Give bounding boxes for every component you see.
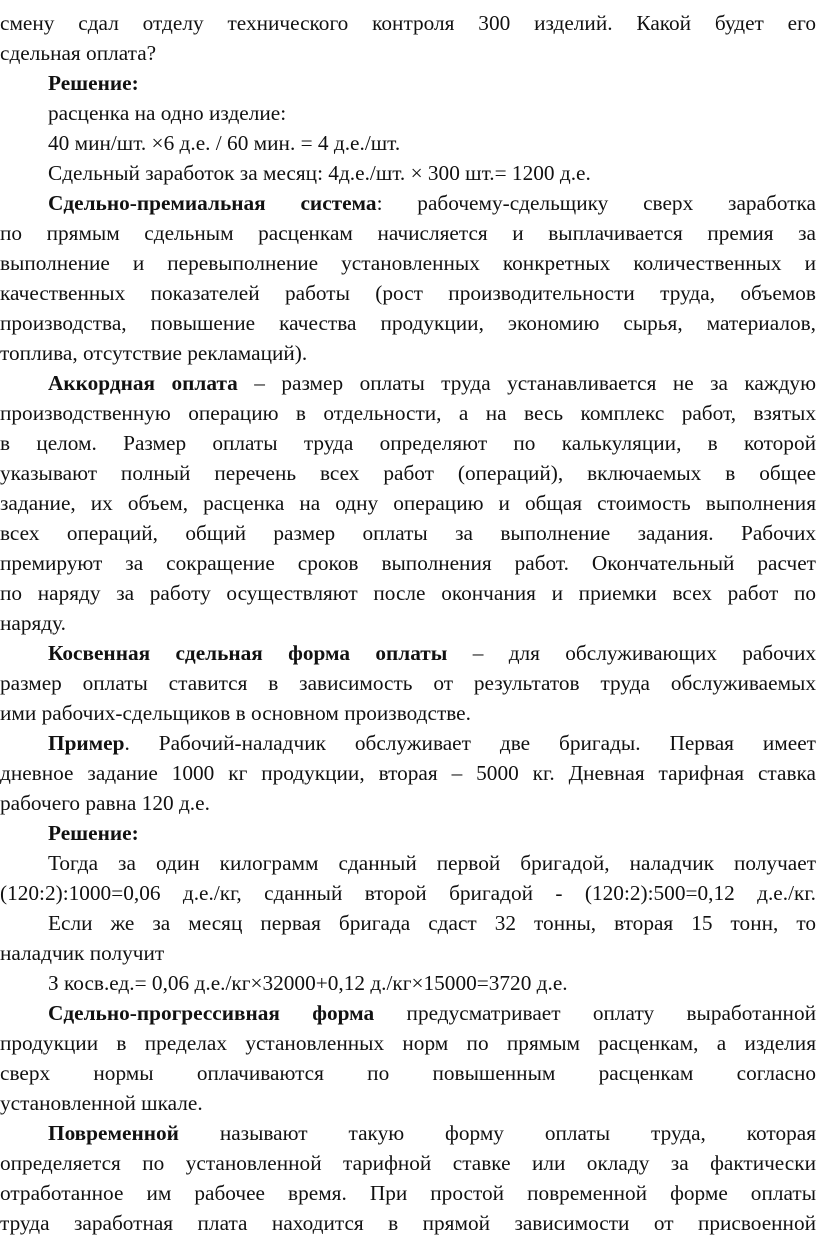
formula-line: Сдельный заработок за месяц: 4д.е./шт. × 300 шт.= 1200 д.е. xyxy=(48,161,591,185)
text-line: производства, повышение качества продукции, экономию сырья, материалов, xyxy=(0,311,816,335)
text-line: расценка на одно изделие: xyxy=(48,101,287,125)
text-line: наряду. xyxy=(0,611,66,635)
text-line: по прямым сдельным расценкам начисляется и выплачивается премия за xyxy=(0,221,816,245)
text-line: сдельная оплата? xyxy=(0,41,157,65)
text-line: качественных показателей работы (рост производительности труда, объемов xyxy=(0,281,816,305)
text-line: установленной шкале. xyxy=(0,1091,203,1115)
term-bold: Повременной xyxy=(48,1121,179,1145)
paragraph-start: Сдельно-премиальная система: рабочему-сдельщику сверх заработка xyxy=(48,191,816,215)
term-bold: Сдельно-премиальная система xyxy=(48,191,377,215)
text-line: дневное задание 1000 кг продукции, вторая – 5000 кг. Дневная тарифная ставка xyxy=(0,761,816,785)
term-bold: Сдельно-прогрессивная форма xyxy=(48,1001,375,1025)
text-line: сверх нормы оплачиваются по повышенным расценкам согласно xyxy=(0,1061,816,1085)
text-line: задание, их объем, расценка на одну операцию и общая стоимость выполнения xyxy=(0,491,816,515)
paragraph-start: Аккордная оплата – размер оплаты труда устанавливается не за каждую xyxy=(48,371,816,395)
text-line: размер оплаты ставится в зависимость от результатов труда обслуживаемых xyxy=(0,671,816,695)
text-line: труда заработная плата находится в прямой зависимости от присвоенной xyxy=(0,1211,816,1235)
text-line: Если же за месяц первая бригада сдаст 32 тонны, вторая 15 тонн, то xyxy=(48,911,816,935)
text-line: всех операций, общий размер оплаты за выполнение задания. Рабочих xyxy=(0,521,816,545)
term-bold: Аккордная оплата xyxy=(48,371,238,395)
text-line: указывают полный перечень всех работ (операций), включаемых в общее xyxy=(0,461,816,485)
text-line: рабочего равна 120 д.е. xyxy=(0,791,210,815)
solution-heading: Решение: xyxy=(48,71,139,95)
text-line: наладчик получит xyxy=(0,941,165,965)
text-line: Тогда за один килограмм сданный первой бригадой, наладчик получает xyxy=(48,851,816,875)
text-line: продукции в пределах установленных норм по прямым расценкам, а изделия xyxy=(0,1031,816,1055)
text-line: в целом. Размер оплаты труда определяют по калькуляции, в которой xyxy=(0,431,816,455)
term-bold: Косвенная сдельная форма оплаты xyxy=(48,641,448,665)
text-line: премируют за сокращение сроков выполнения работ. Окончательный расчет xyxy=(0,551,816,575)
text-line: отработанное им рабочее время. При простой повременной форме оплаты xyxy=(0,1181,816,1205)
text-line: выполнение и перевыполнение установленных конкретных количественных и xyxy=(0,251,816,275)
paragraph-start: Пример. Рабочий-наладчик обслуживает две бригады. Первая имеет xyxy=(48,731,816,755)
paragraph-start: Сдельно-прогрессивная форма предусматривает оплату выработанной xyxy=(48,1001,816,1025)
text-line: по наряду за работу осуществляют после окончания и приемки всех работ по xyxy=(0,581,816,605)
text-line: производственную операцию в отдельности, а на весь комплекс работ, взятых xyxy=(0,401,816,425)
formula-line: З косв.ед.= 0,06 д.е./кг×32000+0,12 д./кг×15000=3720 д.е. xyxy=(48,971,568,995)
formula-line: (120:2):1000=0,06 д.е./кг, сданный второй бригадой - (120:2):500=0,12 д.е./кг. xyxy=(0,881,816,905)
text-line: смену сдал отделу технического контроля 300 изделий. Какой будет его xyxy=(0,11,816,35)
paragraph-start: Повременной называют такую форму оплаты труда, которая xyxy=(48,1121,816,1145)
text-line: ими рабочих-сдельщиков в основном производстве. xyxy=(0,701,471,725)
text-line: топлива, отсутствие рекламаций). xyxy=(0,341,308,365)
solution-heading: Решение: xyxy=(48,821,139,845)
term-bold: Пример xyxy=(48,731,125,755)
formula-line: 40 мин/шт. ×6 д.е. / 60 мин. = 4 д.е./шт. xyxy=(48,131,401,155)
text-line: определяется по установленной тарифной ставке или окладу за фактически xyxy=(0,1151,816,1175)
paragraph-start: Косвенная сдельная форма оплаты – для обслуживающих рабочих xyxy=(48,641,816,665)
